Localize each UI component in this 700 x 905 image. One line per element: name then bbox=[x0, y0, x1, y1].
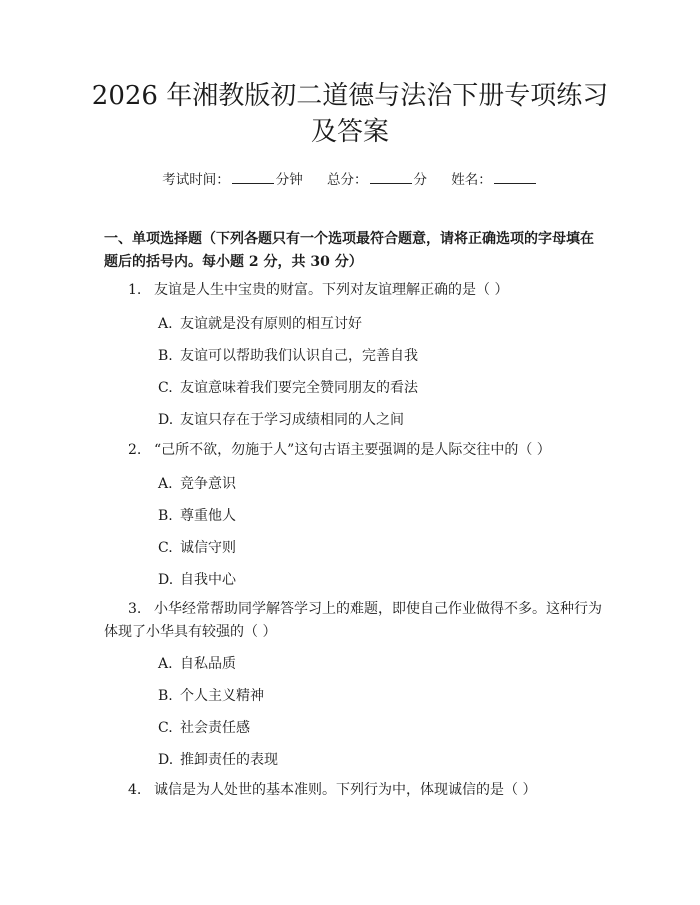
question-2 bbox=[104, 439, 604, 462]
exam-meta bbox=[0, 168, 700, 188]
option-3d bbox=[158, 750, 598, 770]
question-1 bbox=[104, 279, 604, 302]
option-2c bbox=[158, 538, 598, 558]
option-letter: C. bbox=[158, 380, 173, 396]
question-number: 3. bbox=[128, 601, 142, 617]
option-text: 自我中心 bbox=[180, 572, 236, 588]
option-text: 友谊可以帮助我们认识自己，完善自我 bbox=[180, 348, 418, 364]
option-letter: B. bbox=[158, 348, 173, 364]
option-text: 诚信守则 bbox=[180, 540, 236, 556]
question-number: 2. bbox=[128, 442, 142, 458]
question-text: “己所不欲，勿施于人”这句古语主要强调的是人际交往中的（ ） bbox=[154, 442, 551, 458]
option-letter: C. bbox=[158, 720, 173, 736]
time-field bbox=[162, 168, 303, 188]
option-letter: A. bbox=[158, 316, 173, 332]
name-blank[interactable] bbox=[494, 171, 536, 184]
title-line-1: 2026 年湘教版初二道德与法治下册专项练习 bbox=[91, 81, 609, 111]
option-2b bbox=[158, 506, 598, 526]
question-number: 1. bbox=[128, 282, 142, 298]
option-3c bbox=[158, 718, 598, 738]
option-letter: B. bbox=[158, 688, 173, 704]
option-1a bbox=[158, 314, 598, 334]
option-2d bbox=[158, 570, 598, 590]
option-2a bbox=[158, 474, 598, 494]
question-number: 4. bbox=[128, 782, 142, 798]
option-text: 个人主义精神 bbox=[180, 688, 264, 704]
time-unit: 分钟 bbox=[275, 172, 303, 188]
option-text: 竞争意识 bbox=[180, 476, 236, 492]
option-text: 社会责任感 bbox=[180, 720, 250, 736]
title-line-2: 及答案 bbox=[310, 117, 389, 147]
option-letter: A. bbox=[158, 656, 173, 672]
name-label: 姓名： bbox=[451, 172, 492, 188]
option-3a bbox=[158, 654, 598, 674]
score-label: 总分： bbox=[327, 172, 368, 188]
question-3 bbox=[104, 598, 604, 644]
score-field bbox=[327, 168, 427, 188]
option-1b bbox=[158, 346, 598, 366]
question-text: 诚信是为人处世的基本准则。下列行为中，体现诚信的是（ ） bbox=[154, 782, 537, 798]
option-text: 尊重他人 bbox=[180, 508, 236, 524]
option-3b bbox=[158, 686, 598, 706]
option-letter: D. bbox=[158, 572, 174, 588]
option-letter: A. bbox=[158, 476, 173, 492]
time-blank[interactable] bbox=[232, 171, 274, 184]
question-text: 小华经常帮助同学解答学习上的难题，即使自己作业做得不多。这种行为体现了小华具有较强的（ ） bbox=[104, 601, 602, 640]
question-text: 友谊是人生中宝贵的财富。下列对友谊理解正确的是（ ） bbox=[154, 282, 509, 298]
option-text: 推卸责任的表现 bbox=[180, 752, 278, 768]
section-heading: 一、单项选择题（下列各题只有一个选项最符合题意，请将正确选项的字母填在题后的括号内。每小题 2 分，共 30 分） bbox=[104, 231, 594, 270]
score-unit: 分 bbox=[413, 172, 427, 188]
option-1d bbox=[158, 410, 598, 430]
question-4 bbox=[104, 779, 604, 802]
time-label: 考试时间： bbox=[162, 172, 230, 188]
name-field bbox=[451, 168, 538, 188]
option-text: 友谊就是没有原则的相互讨好 bbox=[180, 316, 362, 332]
option-letter: D. bbox=[158, 412, 174, 428]
option-text: 自私品质 bbox=[180, 656, 236, 672]
document-title bbox=[80, 78, 620, 150]
option-letter: C. bbox=[158, 540, 173, 556]
option-1c bbox=[158, 378, 598, 398]
option-letter: B. bbox=[158, 508, 173, 524]
option-text: 友谊只存在于学习成绩相同的人之间 bbox=[180, 412, 404, 428]
option-text: 友谊意味着我们要完全赞同朋友的看法 bbox=[180, 380, 418, 396]
score-blank[interactable] bbox=[370, 171, 412, 184]
option-letter: D. bbox=[158, 752, 174, 768]
